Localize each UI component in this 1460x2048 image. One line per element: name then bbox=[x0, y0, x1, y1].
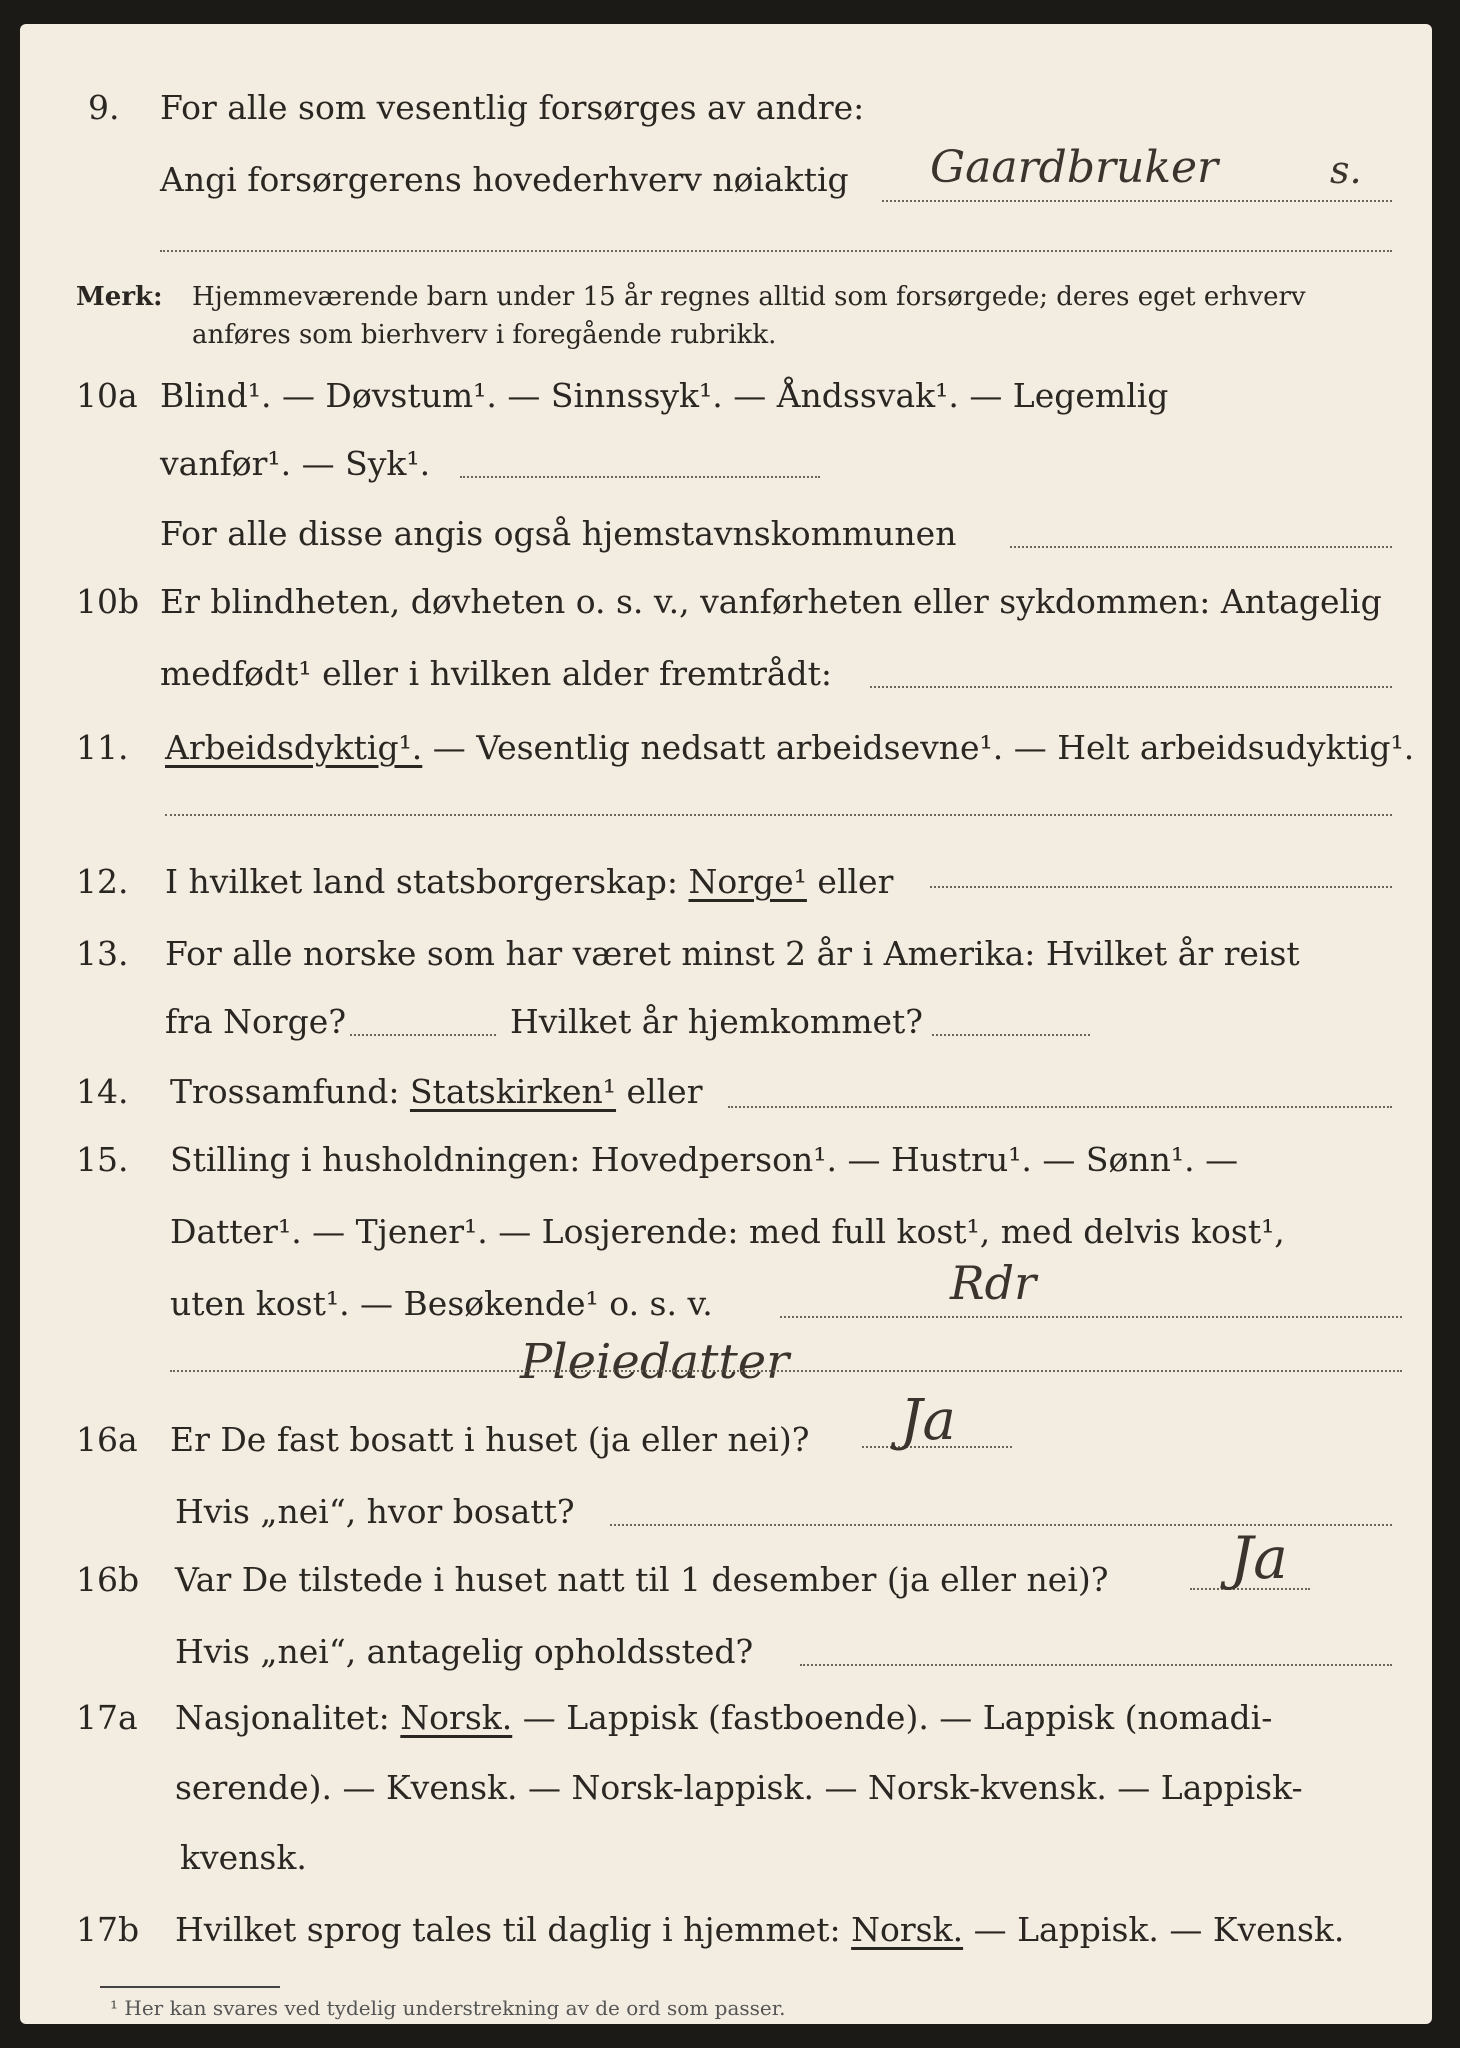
merk-line2: anføres som bierhverv i foregående rubrikk. bbox=[192, 320, 777, 350]
q17b-rest: — Lappisk. — Kvensk. bbox=[973, 1910, 1345, 1949]
q15-line2: Datter¹. — Tjener¹. — Losjerende: med full kost¹, med delvis kost¹, bbox=[170, 1212, 1285, 1251]
merk-label: Merk: bbox=[76, 282, 163, 312]
q11-answer-field[interactable] bbox=[165, 814, 1392, 816]
q10b-answer-field[interactable] bbox=[870, 686, 1392, 688]
q15-number: 15. bbox=[76, 1140, 129, 1179]
q9-line1: For alle som vesentlig forsørges av andre: bbox=[160, 88, 865, 127]
q13-line2b: Hvilket år hjemkommet? bbox=[510, 1002, 923, 1041]
q10b-line1: Er blindheten, døvheten o. s. v., vanførheten eller sykdommen: Antagelig bbox=[160, 582, 1382, 621]
q9-answer-field[interactable] bbox=[882, 200, 1392, 202]
q14-post: eller bbox=[626, 1072, 703, 1111]
q17b-question: Hvilket sprog tales til daglig i hjemmet: bbox=[175, 1910, 841, 1949]
q16a-handwritten-answer: Ja bbox=[900, 1388, 956, 1453]
q12-number: 12. bbox=[76, 862, 129, 901]
q14-number: 14. bbox=[76, 1072, 129, 1111]
footnote-text: ¹ Her kan svares ved tydelig understrekning av de ord som passer. bbox=[110, 1996, 786, 2020]
q17b-option-selected[interactable]: Norsk. bbox=[851, 1910, 964, 1949]
q16b-number: 16b bbox=[76, 1560, 140, 1599]
q10a-number: 10a bbox=[76, 376, 138, 415]
q12-post: eller bbox=[817, 862, 894, 901]
q16a-number: 16a bbox=[76, 1420, 138, 1459]
q13-line2a: fra Norge? bbox=[165, 1002, 347, 1041]
q11-number: 11. bbox=[76, 728, 129, 767]
q13-line1: For alle norske som har været minst 2 år i Amerika: Hvilket år reist bbox=[165, 934, 1300, 973]
q11-rest: — Vesentlig nedsatt arbeidsevne¹. — Helt arbeidsudyktig¹. bbox=[432, 728, 1415, 767]
q12-line bbox=[165, 862, 893, 901]
q17b-line bbox=[175, 1910, 1344, 1949]
q11-line bbox=[165, 728, 1414, 767]
q14-line bbox=[170, 1072, 702, 1111]
q12-answer-field[interactable] bbox=[930, 886, 1392, 888]
q12-question: I hvilket land statsborgerskap: bbox=[165, 862, 679, 901]
q14-question: Trossamfund: bbox=[170, 1072, 400, 1111]
q15-handwritten-answer-2: Pleiedatter bbox=[520, 1334, 790, 1390]
q12-option-selected[interactable]: Norge¹ bbox=[688, 862, 807, 901]
q16a-line2: Hvis „nei“, hvor bosatt? bbox=[175, 1492, 575, 1531]
q17a-question: Nasjonalitet: bbox=[175, 1698, 390, 1737]
merk-line1: Hjemmeværende barn under 15 år regnes alltid som forsørgede; deres eget erhverv bbox=[192, 282, 1306, 312]
q9-answer-field-2[interactable] bbox=[160, 250, 1392, 252]
q10b-number: 10b bbox=[76, 582, 140, 621]
q17a-number: 17a bbox=[76, 1698, 138, 1737]
q17a-line1 bbox=[175, 1698, 1272, 1737]
q17a-line1-rest: — Lappisk (fastboende). — Lappisk (nomadi- bbox=[522, 1698, 1273, 1737]
q10a-municipality-field[interactable] bbox=[1010, 546, 1392, 548]
q15-handwritten-answer-1: Rdr bbox=[950, 1256, 1037, 1310]
q15-line1: Stilling i husholdningen: Hovedperson¹. — Hustru¹. — Sønn¹. — bbox=[170, 1140, 1239, 1179]
q13-departure-year-field[interactable] bbox=[350, 1034, 496, 1036]
q11-option-selected[interactable]: Arbeidsdyktig¹. bbox=[165, 728, 423, 767]
q9-line2: Angi forsørgerens hovederhverv nøiaktig bbox=[160, 160, 849, 199]
q9-handwritten-answer: Gaardbruker bbox=[930, 142, 1219, 193]
q15-answer-field[interactable] bbox=[780, 1316, 1402, 1318]
q10a-line1: Blind¹. — Døvstum¹. — Sinnssyk¹. — Åndssvak¹. — Legemlig bbox=[160, 376, 1169, 415]
q17a-option-selected[interactable]: Norsk. bbox=[400, 1698, 513, 1737]
q17a-line3: kvensk. bbox=[180, 1838, 307, 1877]
q10b-line2: medfødt¹ eller i hvilken alder fremtrådt: bbox=[160, 654, 833, 693]
q10a-line2: vanfør¹. — Syk¹. bbox=[160, 444, 431, 483]
q13-return-year-field[interactable] bbox=[932, 1034, 1090, 1036]
q9-handwritten-suffix: s. bbox=[1330, 148, 1362, 192]
q16b-location-field[interactable] bbox=[800, 1664, 1392, 1666]
q16b-line1: Var De tilstede i huset natt til 1 desember (ja eller nei)? bbox=[175, 1560, 1109, 1599]
q16b-handwritten-answer: Ja bbox=[1230, 1524, 1288, 1592]
q14-answer-field[interactable] bbox=[728, 1106, 1392, 1108]
q17a-line2: serende). — Kvensk. — Norsk-lappisk. — Norsk-kvensk. — Lappisk- bbox=[175, 1768, 1303, 1807]
q16a-line1: Er De fast bosatt i huset (ja eller nei)? bbox=[170, 1420, 810, 1459]
q10a-answer-field[interactable] bbox=[460, 476, 820, 478]
q10a-line3: For alle disse angis også hjemstavnskommunen bbox=[160, 514, 957, 553]
q13-number: 13. bbox=[76, 934, 129, 973]
census-form-page bbox=[20, 24, 1432, 2024]
q15-line3: uten kost¹. — Besøkende¹ o. s. v. bbox=[170, 1284, 713, 1323]
q17b-number: 17b bbox=[76, 1910, 140, 1949]
footnote-rule bbox=[100, 1986, 280, 1988]
q14-option-selected[interactable]: Statskirken¹ bbox=[409, 1072, 617, 1111]
q15-answer-field-2[interactable] bbox=[170, 1370, 1402, 1372]
q9-number: 9. bbox=[88, 88, 120, 127]
q16b-line2: Hvis „nei“, antagelig opholdssted? bbox=[175, 1632, 754, 1671]
